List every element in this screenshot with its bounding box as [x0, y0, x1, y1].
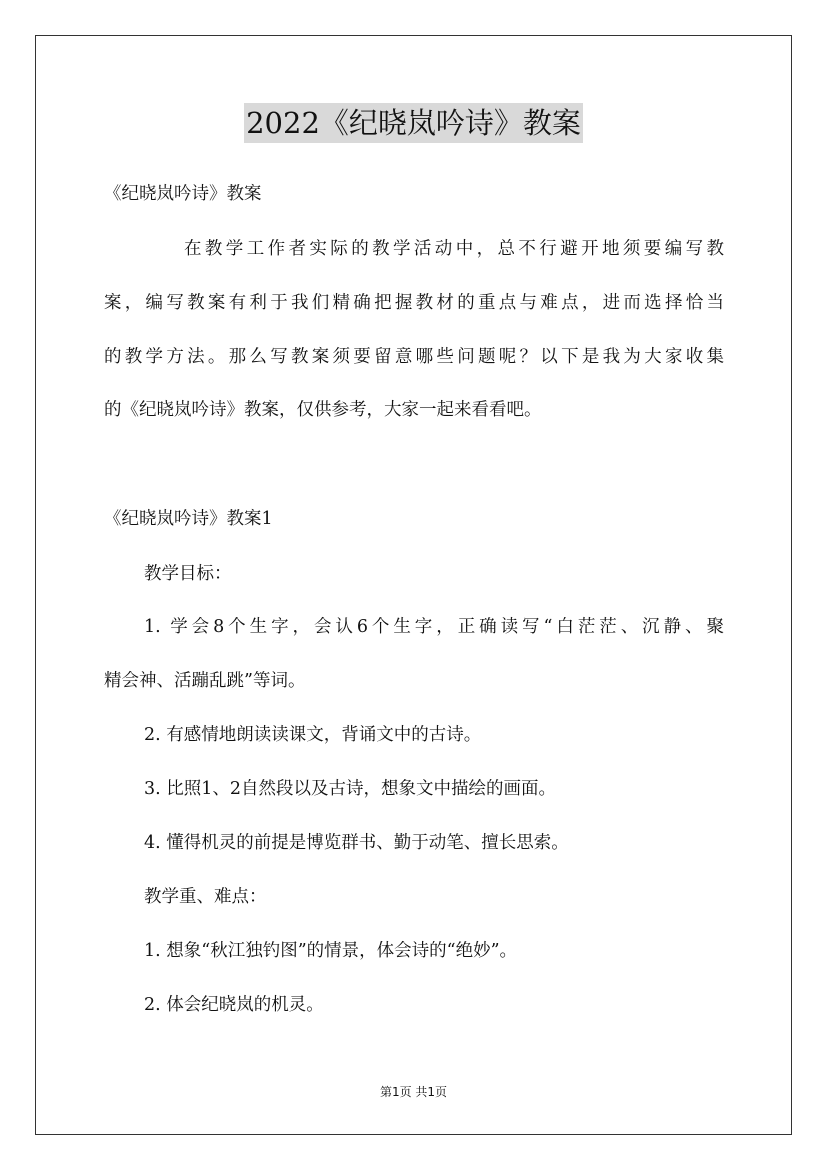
intro-line-1: 在教学工作者实际的教学活动中，总不行避开地须要编写教 [184, 239, 724, 259]
key-point-1: 1. 想象“秋江独钓图”的情景，体会诗的“绝妙”。 [144, 941, 518, 961]
subtitle: 《纪晓岚吟诗》教案 [104, 184, 262, 204]
document-title: 2022《纪晓岚吟诗》教案 [244, 103, 583, 143]
goal-2: 2. 有感情地朗读读课文，背诵文中的古诗。 [144, 725, 482, 745]
intro-line-2: 案，编写教案有利于我们精确把握教材的重点与难点，进而选择恰当 [104, 293, 724, 313]
intro-line-4: 的《纪晓岚吟诗》教案，仅供参考，大家一起来看看吧。 [104, 400, 542, 420]
page-footer: 第1页 共1页 [379, 1085, 448, 1099]
title-container [0, 103, 827, 143]
goal-3: 3. 比照1、2自然段以及古诗，想象文中描绘的画面。 [144, 779, 557, 799]
goals-heading: 教学目标： [144, 564, 232, 584]
key-heading: 教学重、难点： [144, 887, 267, 907]
section-heading: 《纪晓岚吟诗》教案1 [104, 509, 273, 529]
goal-1-line-1: 1. 学会8个生字，会认6个生字，正确读写“白茫茫、沉静、聚 [144, 617, 724, 637]
intro-line-3: 的教学方法。那么写教案须要留意哪些问题呢？以下是我为大家收集 [104, 347, 724, 367]
goal-4: 4. 懂得机灵的前提是博览群书、勤于动笔、擅长思索。 [144, 833, 569, 853]
key-point-2: 2. 体会纪晓岚的机灵。 [144, 995, 324, 1015]
goal-1-line-2: 精会神、活蹦乱跳”等词。 [104, 671, 306, 691]
